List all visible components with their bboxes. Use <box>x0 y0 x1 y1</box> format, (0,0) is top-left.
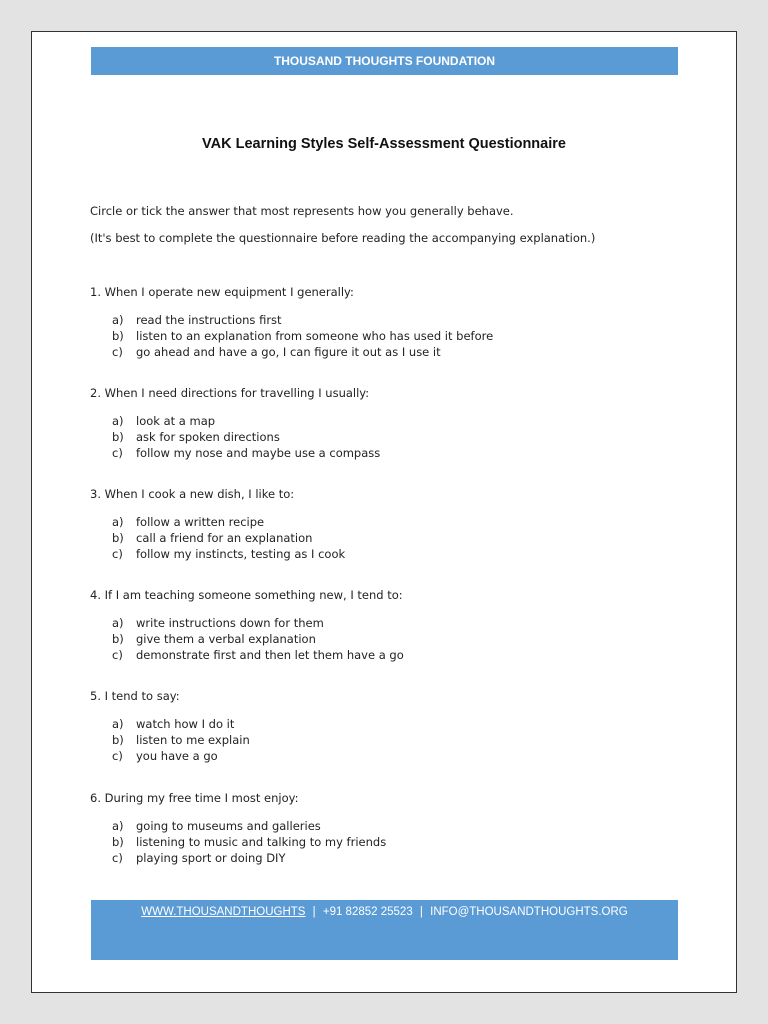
question-6 <box>90 791 710 866</box>
option-text: listening to music and talking to my friends <box>136 835 387 849</box>
option-text: ask for spoken directions <box>136 430 280 444</box>
footer-separator: | <box>419 906 423 918</box>
phone-number: +91 82852 25523 <box>322 906 413 918</box>
option-a[interactable] <box>112 818 710 834</box>
option-letter: c) <box>112 547 123 561</box>
option-c[interactable] <box>112 445 710 461</box>
option-letter: a) <box>112 313 124 327</box>
option-b[interactable] <box>112 530 710 546</box>
question-4 <box>90 588 710 663</box>
question-text: 6. During my free time I most enjoy: <box>90 791 299 805</box>
option-a[interactable] <box>112 716 710 732</box>
option-letter: c) <box>112 446 123 460</box>
question-text: 3. When I cook a new dish, I like to: <box>90 487 295 501</box>
option-b[interactable] <box>112 328 710 344</box>
option-text: follow a written recipe <box>136 515 265 529</box>
option-text: give them a verbal explanation <box>136 632 316 646</box>
option-text: you have a go <box>136 749 218 763</box>
option-text: follow my instincts, testing as I cook <box>136 547 346 561</box>
option-a[interactable] <box>112 514 710 530</box>
option-letter: a) <box>112 717 124 731</box>
option-list <box>112 716 710 764</box>
option-a[interactable] <box>112 615 710 631</box>
option-c[interactable] <box>112 748 710 764</box>
option-letter: c) <box>112 345 123 359</box>
option-letter: b) <box>112 430 124 444</box>
option-c[interactable] <box>112 344 710 360</box>
org-name: THOUSAND THOUGHTS FOUNDATION <box>273 54 496 68</box>
option-text: watch how I do it <box>136 717 235 731</box>
header-banner <box>91 47 678 75</box>
option-letter: a) <box>112 819 124 833</box>
option-letter: b) <box>112 733 124 747</box>
option-text: write instructions down for them <box>136 616 324 630</box>
question-5 <box>90 689 710 764</box>
option-letter: b) <box>112 329 124 343</box>
option-text: read the instructions first <box>136 313 282 327</box>
option-list <box>112 413 710 461</box>
question-2 <box>90 386 710 461</box>
intro-instruction: Circle or tick the answer that most represents how you generally behave. <box>90 204 514 218</box>
option-text: go ahead and have a go, I can figure it out as I use it <box>136 345 441 359</box>
option-text: listen to an explanation from someone who has used it before <box>136 329 494 343</box>
intro-note: (It's best to complete the questionnaire before reading the accompanying explanation.) <box>90 231 596 245</box>
option-letter: b) <box>112 531 124 545</box>
option-text: playing sport or doing DIY <box>136 851 286 865</box>
option-letter: c) <box>112 851 123 865</box>
option-text: demonstrate first and then let them have a go <box>136 648 404 662</box>
option-list <box>112 818 710 866</box>
email-address: INFO@THOUSANDTHOUGHTS.ORG <box>430 906 628 918</box>
question-text: 2. When I need directions for travelling I usually: <box>90 386 370 400</box>
website-link[interactable]: WWW.THOUSANDTHOUGHTS <box>141 906 306 918</box>
option-letter: b) <box>112 835 124 849</box>
option-list <box>112 514 710 562</box>
option-b[interactable] <box>112 834 710 850</box>
option-text: look at a map <box>136 414 216 428</box>
option-letter: a) <box>112 515 124 529</box>
option-text: follow my nose and maybe use a compass <box>136 446 381 460</box>
option-letter: c) <box>112 749 123 763</box>
option-list <box>112 312 710 360</box>
option-letter: a) <box>112 616 124 630</box>
option-list <box>112 615 710 663</box>
question-3 <box>90 487 710 562</box>
option-a[interactable] <box>112 312 710 328</box>
footer-contact-line <box>91 906 678 918</box>
question-1 <box>90 285 710 360</box>
question-text: 1. When I operate new equipment I generally: <box>90 285 354 299</box>
option-text: listen to me explain <box>136 733 250 747</box>
option-c[interactable] <box>112 850 710 866</box>
option-text: going to museums and galleries <box>136 819 321 833</box>
option-c[interactable] <box>112 647 710 663</box>
option-c[interactable] <box>112 546 710 562</box>
option-letter: b) <box>112 632 124 646</box>
option-b[interactable] <box>112 631 710 647</box>
option-a[interactable] <box>112 413 710 429</box>
document-page <box>31 31 737 993</box>
option-text: call a friend for an explanation <box>136 531 313 545</box>
option-b[interactable] <box>112 429 710 445</box>
question-text: 4. If I am teaching someone something new, I tend to: <box>90 588 403 602</box>
footer-separator: | <box>312 906 316 918</box>
page-title: VAK Learning Styles Self-Assessment Questionnaire <box>202 136 566 152</box>
option-letter: c) <box>112 648 123 662</box>
option-letter: a) <box>112 414 124 428</box>
footer-banner <box>91 900 678 960</box>
option-b[interactable] <box>112 732 710 748</box>
question-text: 5. I tend to say: <box>90 689 180 703</box>
